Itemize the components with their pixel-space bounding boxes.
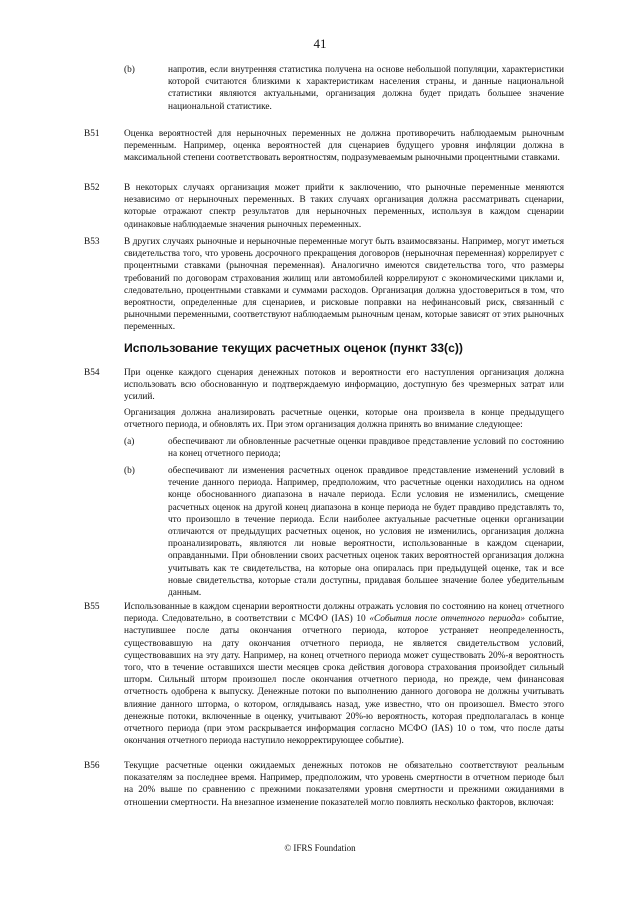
b54-sub-a-text: обеспечивают ли обновленные расчетные оценки правдивое представление условий по состоянию на конец отчетного периода; — [168, 437, 564, 460]
paragraph-label-b56: B56 — [84, 761, 100, 771]
b55-text-end: событие, наступившее после даты окончания отчетного периода, которое устраняет неопределенность, существовавшую на дату окончания отчетного периода, не является свидетельством условий, существовавших на эту дату. Например, на конец отчетного периода может существовать 20%-я вероятность того, что в течение оставшихся шести месяцев срока действия договора страхования произойдет сильный шторм. Сильный шторм произошел после окончания отчетного периода, но прежде, чем финансовая отчетность одобрена к выпуску. Денежные потоки по выполнению данного договора не должны учитывать влияние данного шторма, о котором, оглядываясь назад, уже известно, что он произошел. Вместо этого денежные потоки, включенные в оценку, учитывают 20%-ю вероятность, которая предполагалась в конце отчетного периода (при этом раскрывается информация согласно МСФО (IAS) 10 о том, что после даты окончания отчетного периода наступило некорректирующее событие). — [124, 614, 564, 747]
b54-sub-a-label: (a) — [124, 437, 135, 447]
section-heading: Использование текущих расчетных оценок (пункт 33(с)) — [124, 341, 463, 355]
paragraph-b54-part2: Организация должна анализировать расчетные оценки, которые она произвела в конце предыдущего отчетного периода, и обновлять их. При этом организация должна принять во внимание следующее: — [124, 408, 564, 431]
paragraph-b51: Оценка вероятностей для нерыночных переменных не должна противоречить наблюдаемым рыночным переменным. Например, оценка вероятностей для сценариев будущего уровня инфляции должна в максимальной степени соответствовать вероятностям, подразумеваемым рыночными процентными ставками. — [124, 129, 564, 164]
paragraph-label-b54: B54 — [84, 368, 100, 378]
paragraph-b56: Текущие расчетные оценки ожидаемых денежных потоков не обязательно соответствуют реальным показателям за последнее время. Например, предположим, что уровень смертности в отчетном периоде был на 20% выше по сравнению с прежними показателями уровня смертности и прежними ожиданиями в отношении смертности. На внезапное изменение показателей могло повлиять несколько факторов, включая: — [124, 761, 564, 808]
b55-text-start: Использованные в каждом сценарии вероятности должны отражать условия по состоянию на конец отчетного периода. Следовательно, в соответствии с МСФО (IAS) 10 — [124, 602, 564, 625]
paragraph-b54-part1: При оценке каждого сценария денежных потоков и вероятности его наступления организация должна использовать всю обоснованную и подтверждаемую информацию, доступную без чрезмерных затрат или усилий. — [124, 368, 564, 403]
footer: © IFRS Foundation — [284, 843, 356, 853]
paragraph-label-b52: B52 — [84, 183, 100, 193]
paragraph-b55 — [124, 601, 564, 747]
b55-italic-title: «События после отчетного периода» — [369, 614, 526, 625]
paragraph-label-b53: B53 — [84, 237, 100, 247]
item-b-label: (b) — [124, 65, 135, 75]
paragraph-b52: В некоторых случаях организация может прийти к заключению, что рыночные переменные меняются независимо от нерыночных переменных. В таких случаях организация должна рассматривать сценарии, которые отражают спектр результатов для нерыночных переменных, используя в каждом сценарии одинаковые наблюдаемые значения рыночных переменных. — [124, 183, 564, 230]
paragraph-b53: В других случаях рыночные и нерыночные переменные могут быть взаимосвязаны. Например, могут иметься свидетельства того, что уровень досрочного прекращения договоров (нерыночная переменная) коррелирует с процентными ставками (рыночная переменная). Аналогично имеются свидетельства того, что размеры требований по договорам страхования жилищ или автомобилей коррелируют с экономическими циклами и, следовательно, процентными ставками и суммами расходов. Организация должна удостовериться в том, что вероятности, определенные для сценариев, и рисковые поправки на нефинансовый риск, связанный с рыночными переменными, соответствуют наблюдаемым рыночным ценам, которые зависят от этих рыночных переменных. — [124, 237, 564, 333]
b54-sub-b-text: обеспечивают ли изменения расчетных оценок правдивое представление изменений условий в течение данного периода. Например, предположим, что расчетные оценки находились на одном конце обоснованного диапазона в начале периода. Если условия не изменились, смещение расчетных оценок на другой конец диапазона в конце периода не будет правдиво представлять то, что произошло в течение периода. Если наиболее актуальные расчетные оценки организации отличаются от предыдущих расчетных оценок, но условия не изменились, организация должна проанализировать, являются ли новые вероятности, использованные в каждом сценарии, оправданными. При обновлении своих расчетных оценок таких вероятностей организация должна учитывать как те свидетельства, на которые она опиралась при предыдущей оценке, так и все новые свидетельства, которые стали доступны, придавая большее значение более убедительным данным. — [168, 466, 564, 599]
paragraph-label-b51: B51 — [84, 129, 100, 139]
page-number: 41 — [313, 36, 327, 51]
b54-sub-b-label: (b) — [124, 466, 135, 476]
item-b-text: напротив, если внутренняя статистика получена на основе небольшой популяции, характеристики которой считаются близкими к характеристикам населения страны, и данные национальной статистики являются актуальными, организация должна будет придать большее значение национальной статистике. — [168, 65, 564, 112]
paragraph-label-b55: B55 — [84, 602, 100, 612]
